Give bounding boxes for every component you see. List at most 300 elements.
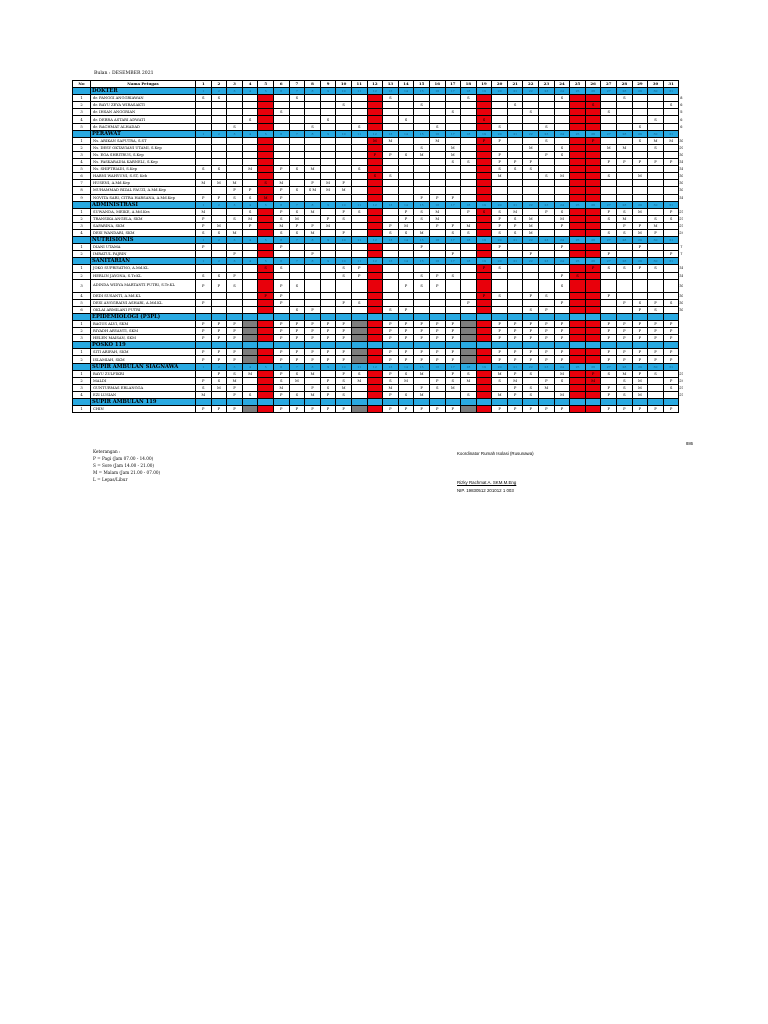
shift-cell: [539, 244, 555, 251]
section-day-cell: [305, 313, 321, 320]
section-day-cell: 25: [570, 88, 586, 95]
shift-cell: S: [398, 370, 414, 377]
shift-cell: [196, 306, 212, 313]
shift-cell: P: [211, 370, 227, 377]
shift-cell: P: [398, 306, 414, 313]
shift-cell: [539, 265, 555, 272]
section-day-cell: 29: [632, 258, 648, 265]
shift-cell: M: [507, 377, 523, 384]
shift-cell: M: [398, 377, 414, 384]
section-day-cell: 28: [617, 88, 633, 95]
shift-cell: M: [461, 222, 477, 229]
shift-cell: M: [414, 229, 430, 236]
staff-row: [73, 299, 684, 306]
shift-cell: [585, 166, 601, 173]
shift-cell: [507, 292, 523, 299]
shift-cell: [523, 123, 539, 130]
shift-cell: P: [601, 328, 617, 335]
shift-cell: [336, 292, 352, 299]
section-day-cell: 26: [585, 88, 601, 95]
section-day-cell: [632, 342, 648, 349]
shift-cell: [383, 251, 399, 258]
shift-cell: P: [336, 328, 352, 335]
staff-total: 24: [679, 377, 684, 383]
shift-cell: [351, 356, 367, 363]
shift-cell: P: [305, 306, 321, 313]
shift-cell: [461, 102, 477, 109]
shift-cell: [320, 123, 336, 130]
shift-cell: [617, 292, 633, 299]
shift-cell: P: [507, 335, 523, 342]
shift-cell: P: [273, 335, 289, 342]
shift-cell: M: [632, 391, 648, 398]
shift-cell: [648, 377, 664, 384]
shift-cell: [383, 187, 399, 194]
section-day-cell: 17: [445, 130, 461, 137]
section-day-cell: [585, 399, 601, 406]
section-day-cell: 31: [663, 130, 679, 137]
shift-cell: [461, 335, 477, 342]
shift-cell: [632, 180, 648, 187]
shift-cell: P: [648, 356, 664, 363]
shift-cell: [554, 194, 570, 201]
section-day-cell: 10: [336, 237, 352, 244]
section-day-cell: 28: [617, 201, 633, 208]
section-day-cell: 7: [289, 88, 305, 95]
shift-cell: M: [554, 370, 570, 377]
staff-name: HABNI WAHYUNI, S.ST, Keb: [91, 173, 196, 180]
day-header: 4: [242, 81, 258, 88]
shift-cell: P: [632, 321, 648, 328]
section-day-cell: 8: [305, 363, 321, 370]
shift-cell: P: [539, 328, 555, 335]
section-day-cell: [196, 313, 212, 320]
shift-cell: [258, 328, 274, 335]
staff-total: 7: [680, 244, 683, 250]
section-day-cell: 5: [258, 130, 274, 137]
section-day-cell: [601, 313, 617, 320]
shift-cell: [585, 109, 601, 116]
shift-cell: [445, 215, 461, 222]
shift-cell: P: [211, 356, 227, 363]
shift-cell: [507, 109, 523, 116]
shift-cell: [320, 159, 336, 166]
shift-cell: [305, 102, 321, 109]
shift-cell: [601, 299, 617, 306]
shift-cell: [461, 180, 477, 187]
shift-cell: M: [554, 215, 570, 222]
shift-cell: [227, 292, 243, 299]
shift-cell: P: [429, 335, 445, 342]
shift-cell: P: [227, 335, 243, 342]
shift-cell: M: [617, 370, 633, 377]
shift-cell: [570, 180, 586, 187]
shift-cell: [273, 102, 289, 109]
shift-cell: [570, 166, 586, 173]
shift-cell: [289, 244, 305, 251]
section-day-cell: 31: [663, 201, 679, 208]
section-day-cell: 1: [196, 237, 212, 244]
shift-cell: [211, 173, 227, 180]
shift-cell: S: [461, 95, 477, 102]
shift-cell: [227, 102, 243, 109]
staff-no: 3: [73, 222, 91, 229]
shift-cell: [632, 109, 648, 116]
section-day-cell: 1: [196, 130, 212, 137]
section-day-cell: 2: [211, 237, 227, 244]
section-day-cell: [273, 399, 289, 406]
shift-cell: [289, 384, 305, 391]
shift-cell: [492, 299, 508, 306]
shift-cell: [242, 299, 258, 306]
shift-cell: [336, 123, 352, 130]
section-day-cell: 30: [648, 237, 664, 244]
shift-cell: [461, 306, 477, 313]
shift-cell: [398, 102, 414, 109]
staff-no: 4: [73, 159, 91, 166]
day-header: 9: [320, 81, 336, 88]
shift-cell: [507, 151, 523, 158]
shift-cell: [461, 406, 477, 413]
shift-cell: S: [648, 116, 664, 123]
section-day-cell: 3: [227, 130, 243, 137]
shift-cell: S: [227, 370, 243, 377]
shift-cell: [398, 187, 414, 194]
section-day-cell: 24: [554, 88, 570, 95]
shift-cell: M: [351, 377, 367, 384]
shift-cell: [523, 180, 539, 187]
shift-cell: [507, 194, 523, 201]
shift-cell: P: [554, 299, 570, 306]
staff-row: [73, 272, 684, 279]
section-day-cell: 10: [336, 363, 352, 370]
shift-cell: [242, 406, 258, 413]
shift-cell: [554, 180, 570, 187]
staff-row: [73, 123, 684, 130]
shift-cell: [429, 116, 445, 123]
shift-cell: [414, 306, 430, 313]
section-day-cell: 1: [196, 201, 212, 208]
shift-cell: P: [398, 406, 414, 413]
shift-cell: [476, 123, 492, 130]
day-header: 12: [367, 81, 383, 88]
section-day-cell: [242, 399, 258, 406]
shift-cell: P: [429, 328, 445, 335]
shift-cell: S: [289, 187, 305, 194]
legend-title: Keterangan :: [93, 449, 121, 454]
section-day-cell: [570, 399, 586, 406]
staff-name: CHIN: [91, 406, 196, 413]
shift-cell: S: [632, 123, 648, 130]
shift-cell: [258, 244, 274, 251]
shift-cell: M: [632, 384, 648, 391]
section-day-cell: [570, 342, 586, 349]
section-day-cell: [523, 399, 539, 406]
section-day-cell: [554, 342, 570, 349]
shift-cell: [351, 292, 367, 299]
day-header: 25: [570, 81, 586, 88]
shift-cell: [429, 251, 445, 258]
shift-cell: P: [523, 159, 539, 166]
staff-total: [679, 406, 684, 413]
section-day-cell: 17: [445, 88, 461, 95]
shift-cell: S: [273, 265, 289, 272]
staff-name: JOKO SUPRIYATNO, A.Md.KL: [91, 265, 196, 272]
shift-cell: [242, 173, 258, 180]
staff-row: [73, 166, 684, 173]
shift-cell: P: [601, 335, 617, 342]
shift-cell: [601, 137, 617, 144]
section-day-cell: 14: [398, 258, 414, 265]
shift-cell: P: [663, 406, 679, 413]
staff-no: 6: [73, 173, 91, 180]
shift-cell: [429, 370, 445, 377]
shift-cell: P: [476, 265, 492, 272]
shift-cell: [461, 384, 477, 391]
shift-cell: [258, 116, 274, 123]
day-header: 23: [539, 81, 555, 88]
shift-cell: [398, 159, 414, 166]
section-day-cell: 31: [663, 237, 679, 244]
shift-cell: [617, 137, 633, 144]
section-day-cell: 16: [429, 88, 445, 95]
shift-cell: P: [539, 406, 555, 413]
shift-cell: [570, 151, 586, 158]
section-day-cell: 4: [242, 201, 258, 208]
section-day-cell: 30: [648, 363, 664, 370]
section-day-cell: 13: [383, 258, 399, 265]
shift-cell: [398, 272, 414, 279]
shift-cell: P: [554, 335, 570, 342]
shift-cell: [367, 187, 383, 194]
shift-cell: [273, 116, 289, 123]
shift-cell: [539, 144, 555, 151]
shift-cell: P: [617, 299, 633, 306]
shift-cell: M: [523, 222, 539, 229]
shift-cell: M: [554, 173, 570, 180]
shift-cell: [476, 95, 492, 102]
shift-cell: P: [648, 299, 664, 306]
shift-cell: [242, 95, 258, 102]
shift-cell: S: [383, 229, 399, 236]
shift-cell: [585, 292, 601, 299]
shift-cell: S: [554, 144, 570, 151]
section-day-cell: [554, 399, 570, 406]
shift-cell: S: [227, 279, 243, 292]
shift-cell: P: [648, 328, 664, 335]
shift-cell: S: [523, 391, 539, 398]
staff-no: 4: [73, 292, 91, 299]
staff-name: DESI WANDARI, SKM: [91, 229, 196, 236]
shift-cell: [461, 292, 477, 299]
section-day-cell: 12: [367, 258, 383, 265]
shift-cell: [383, 123, 399, 130]
shift-cell: [305, 151, 321, 158]
section-day-cell: [461, 342, 477, 349]
shift-cell: [523, 194, 539, 201]
section-day-cell: 6: [273, 237, 289, 244]
shift-cell: P: [617, 349, 633, 356]
shift-cell: [585, 272, 601, 279]
staff-name: ADINDA WIDYA MARTANTI PUTRI, S.Tr.KL: [91, 279, 196, 292]
staff-no: 3: [73, 109, 91, 116]
section-day-cell: 10: [336, 130, 352, 137]
section-day-cell: [429, 399, 445, 406]
staff-row: [73, 159, 684, 166]
shift-cell: S: [663, 102, 679, 109]
section-day-cell: 15: [414, 237, 430, 244]
shift-cell: S: [289, 370, 305, 377]
section-day-cell: 12: [367, 363, 383, 370]
shift-cell: [211, 215, 227, 222]
shift-cell: P: [196, 377, 212, 384]
staff-row: [73, 384, 684, 391]
shift-cell: [617, 102, 633, 109]
shift-cell: S: [492, 166, 508, 173]
shift-cell: [476, 144, 492, 151]
section-day-cell: 19: [476, 363, 492, 370]
shift-cell: [336, 95, 352, 102]
shift-cell: S: [507, 215, 523, 222]
shift-cell: [585, 187, 601, 194]
section-day-cell: [367, 342, 383, 349]
section-spacer: [73, 363, 91, 370]
section-day-cell: 6: [273, 201, 289, 208]
section-day-cell: 19: [476, 130, 492, 137]
shift-cell: [211, 109, 227, 116]
shift-cell: [289, 292, 305, 299]
day-header: 30: [648, 81, 664, 88]
staff-total: 30: [679, 187, 684, 193]
shift-cell: [648, 272, 664, 279]
shift-cell: [336, 244, 352, 251]
shift-cell: [211, 159, 227, 166]
shift-cell: [570, 208, 586, 215]
shift-cell: P: [601, 391, 617, 398]
shift-cell: [383, 116, 399, 123]
shift-cell: [492, 251, 508, 258]
shift-cell: [539, 391, 555, 398]
section-day-cell: 14: [398, 237, 414, 244]
shift-cell: [585, 279, 601, 292]
staff-total: 31: [679, 272, 684, 278]
day-header: 13: [383, 81, 399, 88]
shift-cell: S: [414, 144, 430, 151]
shift-cell: S: [476, 116, 492, 123]
shift-cell: [507, 95, 523, 102]
section-day-cell: [258, 399, 274, 406]
shift-cell: [414, 377, 430, 384]
day-header: 16: [429, 81, 445, 88]
staff-total: 30: [679, 137, 684, 143]
section-day-cell: 26: [585, 201, 601, 208]
shift-cell: [367, 356, 383, 363]
section-day-cell: [336, 342, 352, 349]
shift-cell: P: [196, 321, 212, 328]
shift-cell: S: [305, 123, 321, 130]
shift-cell: S: [336, 265, 352, 272]
shift-cell: S: [289, 279, 305, 292]
shift-cell: [196, 123, 212, 130]
shift-cell: P: [336, 229, 352, 236]
shift-cell: [554, 102, 570, 109]
section-day-cell: [476, 399, 492, 406]
shift-cell: [663, 391, 679, 398]
shift-cell: [539, 251, 555, 258]
day-header: 14: [398, 81, 414, 88]
shift-cell: S: [523, 166, 539, 173]
shift-cell: P: [507, 222, 523, 229]
shift-cell: [305, 159, 321, 166]
staff-total: 23: [679, 384, 684, 390]
shift-cell: [211, 244, 227, 251]
section-day-cell: 27: [601, 88, 617, 95]
shift-cell: [461, 244, 477, 251]
staff-no: 6: [73, 306, 91, 313]
staff-name: HERLIN JAYONA, S.Tr.KL: [91, 272, 196, 279]
shift-cell: S: [258, 180, 274, 187]
section-spacer: [73, 237, 91, 244]
section-day-cell: 19: [476, 88, 492, 95]
section-day-cell: [492, 342, 508, 349]
shift-cell: [305, 137, 321, 144]
shift-cell: [273, 123, 289, 130]
shift-cell: S: [445, 272, 461, 279]
shift-cell: S: [554, 208, 570, 215]
shift-cell: P: [632, 335, 648, 342]
shift-cell: [320, 229, 336, 236]
shift-cell: [445, 292, 461, 299]
shift-cell: [554, 384, 570, 391]
shift-cell: [305, 144, 321, 151]
staff-row: [73, 208, 684, 215]
shift-cell: [351, 222, 367, 229]
staff-total: 20: [679, 144, 684, 150]
shift-cell: [258, 391, 274, 398]
shift-cell: S: [648, 306, 664, 313]
shift-cell: [507, 265, 523, 272]
shift-cell: P: [445, 356, 461, 363]
shift-cell: [648, 194, 664, 201]
shift-cell: P: [273, 166, 289, 173]
staff-no: 3: [73, 335, 91, 342]
shift-cell: [632, 194, 648, 201]
shift-cell: [539, 159, 555, 166]
shift-cell: P: [554, 272, 570, 279]
staff-no: 2: [73, 356, 91, 363]
shift-cell: [663, 244, 679, 251]
shift-cell: [570, 116, 586, 123]
section-day-cell: 25: [570, 237, 586, 244]
shift-cell: [476, 335, 492, 342]
section-day-cell: [273, 342, 289, 349]
shift-cell: [367, 95, 383, 102]
shift-cell: [585, 384, 601, 391]
shift-cell: S: [663, 384, 679, 391]
section-day-cell: [507, 399, 523, 406]
shift-cell: S: [383, 95, 399, 102]
shift-cell: P: [585, 137, 601, 144]
section-day-cell: 5: [258, 88, 274, 95]
shift-cell: S: [196, 272, 212, 279]
staff-no: 4: [73, 116, 91, 123]
section-day-cell: 29: [632, 130, 648, 137]
shift-cell: P: [273, 321, 289, 328]
shift-cell: [663, 180, 679, 187]
shift-cell: P: [289, 335, 305, 342]
shift-cell: P: [554, 321, 570, 328]
shift-cell: [570, 356, 586, 363]
